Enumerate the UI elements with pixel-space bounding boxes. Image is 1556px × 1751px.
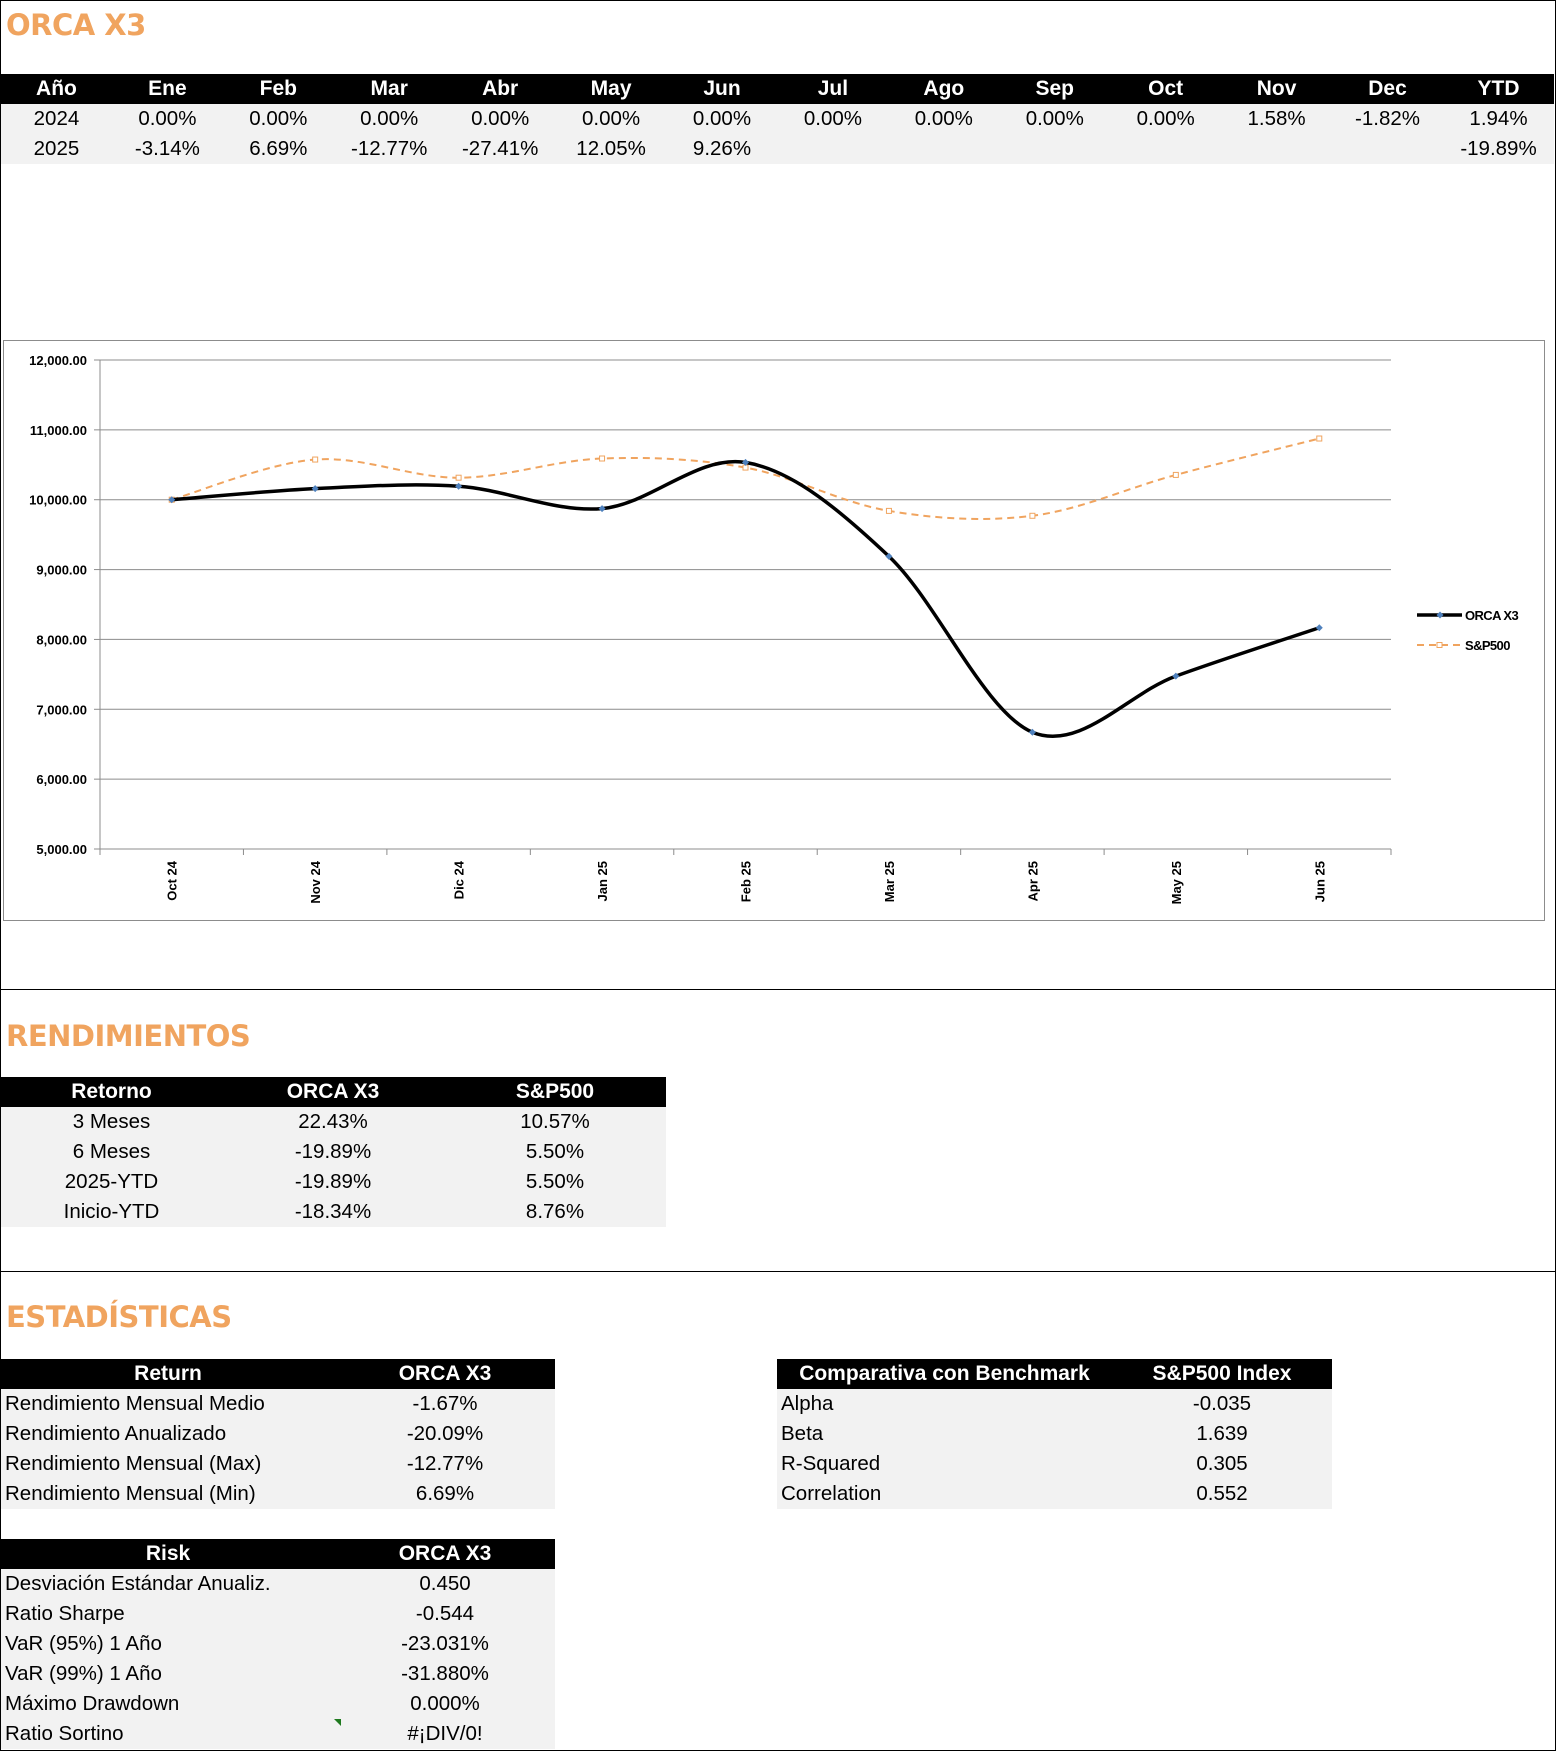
rendimientos-cell: 3 Meses [1,1107,222,1137]
performance-chart [3,340,1545,921]
y-tick-label: 10,000.00 [29,492,87,508]
rendimientos-header-cell: S&P500 [444,1077,666,1107]
risk-stats-cell: #¡DIV/0! [335,1719,555,1749]
benchmark-row [777,1449,1332,1479]
benchmark-row [777,1389,1332,1419]
return-stats-cell: -12.77% [335,1449,555,1479]
x-tick-label: Nov 24 [308,861,324,904]
monthly-cell [999,134,1110,164]
risk-stats-cell: VaR (99%) 1 Año [1,1659,335,1689]
return-stats-row [1,1389,555,1419]
monthly-cell: -1.82% [1332,104,1443,134]
risk-stats-cell: Ratio Sharpe [1,1599,335,1629]
monthly-header-cell: YTD [1443,74,1554,104]
benchmark-cell: 0.552 [1112,1479,1332,1509]
y-tick-label: 11,000.00 [29,422,87,438]
risk-stats-cell: Ratio Sortino [1,1719,335,1749]
monthly-row [1,104,1554,134]
monthly-cell: -19.89% [1443,134,1554,164]
data-point-s-p500 [313,457,318,462]
rendimientos-row [1,1107,666,1137]
monthly-cell: 0.00% [445,104,556,134]
monthly-header-cell: Jul [777,74,888,104]
monthly-cell: 0.00% [999,104,1110,134]
risk-stats-row [1,1689,555,1719]
monthly-header-cell: Ene [112,74,223,104]
monthly-cell: 2024 [1,104,112,134]
risk-stats-cell: VaR (95%) 1 Año [1,1629,335,1659]
return-stats-header-cell: Return [1,1359,335,1389]
benchmark-cell: 0.305 [1112,1449,1332,1479]
rendimientos-row [1,1137,666,1167]
rendimientos-header-cell: ORCA X3 [222,1077,444,1107]
return-stats-cell: Rendimiento Mensual (Min) [1,1479,335,1509]
x-tick-label: Dic 24 [451,861,467,900]
benchmark-cell: Alpha [777,1389,1112,1419]
risk-stats-table [1,1539,555,1749]
return-stats-cell: Rendimiento Mensual (Max) [1,1449,335,1479]
page-title: ORCA X3 [6,8,146,42]
monthly-header-cell: May [556,74,667,104]
rendimientos-title: RENDIMIENTOS [6,1019,251,1053]
risk-stats-cell: Máximo Drawdown [1,1689,335,1719]
return-stats-row [1,1449,555,1479]
monthly-header-cell: Sep [999,74,1110,104]
legend-label-s-p500: S&P500 [1465,638,1510,653]
rendimientos-cell: Inicio-YTD [1,1197,222,1227]
x-tick-label: May 25 [1168,861,1184,905]
y-tick-label: 8,000.00 [36,632,87,648]
benchmark-cell: R-Squared [777,1449,1112,1479]
performance-chart-svg [4,341,1544,920]
data-point-orca-x3 [312,485,319,492]
rendimientos-cell: -19.89% [222,1137,444,1167]
data-point-s-p500 [1173,472,1178,477]
section-divider [0,1271,1556,1272]
monthly-header-cell: Oct [1110,74,1221,104]
monthly-cell: 0.00% [1110,104,1221,134]
legend-marker-s-p500 [1437,643,1442,648]
data-point-s-p500 [600,456,605,461]
y-tick-label: 9,000.00 [36,562,87,578]
x-tick-label: Apr 25 [1025,861,1041,902]
benchmark-cell: 1.639 [1112,1419,1332,1449]
monthly-cell: 6.69% [223,134,334,164]
monthly-header-row [1,74,1554,104]
monthly-cell: 0.00% [667,104,778,134]
monthly-header-cell: Nov [1221,74,1332,104]
risk-stats-cell: 0.000% [335,1689,555,1719]
monthly-cell: 0.00% [556,104,667,134]
x-tick-label: Jun 25 [1312,861,1328,903]
monthly-cell: 1.58% [1221,104,1332,134]
monthly-cell [888,134,999,164]
y-tick-label: 6,000.00 [36,772,87,788]
monthly-cell: 2025 [1,134,112,164]
risk-stats-cell: Desviación Estándar Anualiz. [1,1569,335,1599]
rendimientos-header-cell: Retorno [1,1077,222,1107]
return-stats-cell: -1.67% [335,1389,555,1419]
monthly-returns-table [1,74,1554,164]
monthly-cell: 9.26% [667,134,778,164]
benchmark-cell: Beta [777,1419,1112,1449]
rendimientos-cell: -19.89% [222,1167,444,1197]
legend-marker-orca-x3 [1437,612,1444,619]
monthly-cell: 12.05% [556,134,667,164]
return-stats-row [1,1479,555,1509]
risk-stats-row [1,1659,555,1689]
x-tick-label: Mar 25 [881,861,897,903]
monthly-header-cell: Ago [888,74,999,104]
benchmark-cell: Correlation [777,1479,1112,1509]
rendimientos-cell: 6 Meses [1,1137,222,1167]
monthly-cell: -3.14% [112,134,223,164]
risk-stats-row [1,1629,555,1659]
benchmark-table [777,1359,1332,1509]
monthly-header-cell: Abr [445,74,556,104]
monthly-cell: 0.00% [334,104,445,134]
benchmark-row [777,1479,1332,1509]
monthly-cell [1110,134,1221,164]
rendimientos-cell: 22.43% [222,1107,444,1137]
y-tick-label: 12,000.00 [29,353,87,368]
monthly-row [1,134,1554,164]
monthly-cell: -12.77% [334,134,445,164]
monthly-cell: 1.94% [1443,104,1554,134]
rendimientos-cell: 5.50% [444,1137,666,1167]
monthly-cell: 0.00% [112,104,223,134]
return-stats-cell: Rendimiento Mensual Medio [1,1389,335,1419]
risk-stats-cell: 0.450 [335,1569,555,1599]
return-stats-table [1,1359,555,1509]
y-tick-label: 5,000.00 [36,842,87,857]
rendimientos-cell: -18.34% [222,1197,444,1227]
cell-comment-marker [334,1719,341,1726]
data-point-s-p500 [1317,436,1322,441]
benchmark-header-cell: S&P500 Index [1112,1359,1332,1389]
rendimientos-cell: 2025-YTD [1,1167,222,1197]
series-line-s-p500 [172,439,1320,519]
estadisticas-title: ESTADÍSTICAS [6,1300,232,1334]
benchmark-row [777,1419,1332,1449]
risk-stats-header-cell: Risk [1,1539,335,1569]
risk-stats-row [1,1569,555,1599]
series-line-orca-x3 [172,462,1320,737]
rendimientos-cell: 8.76% [444,1197,666,1227]
monthly-cell: 0.00% [223,104,334,134]
monthly-header-cell: Feb [223,74,334,104]
return-stats-cell: -20.09% [335,1419,555,1449]
monthly-cell: -27.41% [445,134,556,164]
data-point-s-p500 [1030,513,1035,518]
rendimientos-row [1,1197,666,1227]
benchmark-header-cell: Comparativa con Benchmark [777,1359,1112,1389]
x-tick-label: Feb 25 [738,861,754,903]
risk-stats-row [1,1599,555,1629]
rendimientos-table [1,1077,666,1227]
rendimientos-cell: 5.50% [444,1167,666,1197]
data-point-s-p500 [886,508,891,513]
risk-stats-cell: -23.031% [335,1629,555,1659]
monthly-cell [1221,134,1332,164]
rendimientos-row [1,1167,666,1197]
y-tick-label: 7,000.00 [36,702,87,718]
x-tick-label: Jan 25 [595,861,611,902]
monthly-cell: 0.00% [777,104,888,134]
risk-stats-cell: -31.880% [335,1659,555,1689]
data-point-orca-x3 [599,505,606,512]
monthly-header-cell: Mar [334,74,445,104]
risk-stats-row [1,1719,555,1749]
data-point-s-p500 [456,475,461,480]
return-stats-header-cell: ORCA X3 [335,1359,555,1389]
return-stats-cell: Rendimiento Anualizado [1,1419,335,1449]
return-stats-cell: 6.69% [335,1479,555,1509]
risk-stats-cell: -0.544 [335,1599,555,1629]
return-stats-row [1,1419,555,1449]
section-divider [0,989,1556,990]
monthly-header-cell: Dec [1332,74,1443,104]
risk-stats-header-cell: ORCA X3 [335,1539,555,1569]
monthly-cell: 0.00% [888,104,999,134]
data-point-orca-x3 [455,483,462,490]
monthly-cell [1332,134,1443,164]
benchmark-cell: -0.035 [1112,1389,1332,1419]
legend-label-orca-x3: ORCA X3 [1465,608,1519,623]
monthly-cell [777,134,888,164]
monthly-header-cell: Año [1,74,112,104]
x-tick-label: Oct 24 [164,861,180,901]
monthly-header-cell: Jun [667,74,778,104]
rendimientos-cell: 10.57% [444,1107,666,1137]
